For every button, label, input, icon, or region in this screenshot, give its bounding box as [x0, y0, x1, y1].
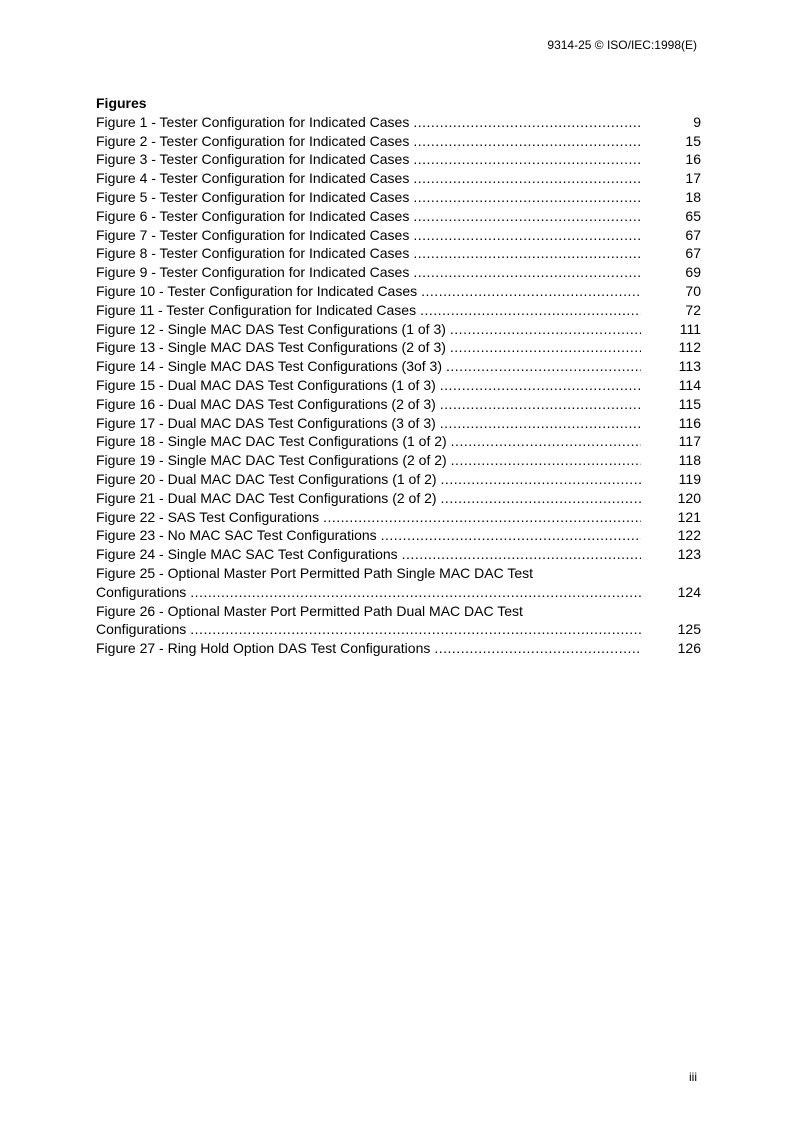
dot-leader: [413, 132, 641, 151]
toc-entry[interactable]: [96, 395, 701, 414]
toc-entry[interactable]: [96, 338, 701, 357]
toc-entry-title: Figure 24 - Single MAC SAC Test Configurations: [96, 546, 398, 563]
toc-entry-page: 123: [677, 546, 701, 563]
toc-entry[interactable]: [96, 132, 701, 151]
toc-entry[interactable]: [96, 639, 701, 658]
toc-entry-page: 72: [685, 301, 701, 318]
dot-leader: [441, 470, 641, 489]
toc-entry[interactable]: [96, 451, 701, 470]
toc-entry-page: 111: [679, 320, 701, 337]
toc-entry-page: 118: [678, 452, 701, 469]
dot-leader: [440, 414, 641, 433]
toc-entry-page: 15: [685, 132, 701, 149]
toc-entry-page: 114: [678, 376, 701, 393]
toc-entry-title: Figure 1 - Tester Configuration for Indicated Cases: [96, 113, 410, 130]
toc-entry[interactable]: [96, 150, 701, 169]
toc-entry-page: 120: [677, 489, 701, 506]
toc-entry-page: 122: [677, 527, 701, 544]
figures-heading: Figures: [96, 95, 147, 111]
toc-entry[interactable]: [96, 113, 701, 132]
dot-leader: [451, 451, 641, 470]
toc-entry-page: 70: [685, 282, 701, 299]
toc-entry-page: 113: [678, 358, 701, 375]
toc-entry-title: Figure 27 - Ring Hold Option DAS Test Configurations: [96, 640, 431, 657]
dot-leader: [451, 432, 641, 451]
toc-entry[interactable]: [96, 432, 701, 451]
toc-entry-title: Figure 10 - Tester Configuration for Indicated Cases: [96, 282, 418, 299]
toc-entry-page: 125: [677, 621, 701, 638]
dot-leader: [440, 376, 641, 395]
toc-entry-page: 69: [685, 264, 701, 281]
toc-entry-title: Figure 14 - Single MAC DAS Test Configurations (3of 3): [96, 358, 443, 375]
toc-entry-page: 121: [677, 508, 701, 525]
toc-entry[interactable]: [96, 564, 701, 602]
toc-entry-page: 65: [685, 207, 701, 224]
dot-leader: [450, 320, 641, 339]
toc-entry[interactable]: [96, 508, 701, 527]
toc-entry-page: 16: [685, 151, 701, 168]
toc-entry-page: 119: [678, 470, 701, 487]
toc-entry[interactable]: [96, 470, 701, 489]
toc-entry-title: Figure 6 - Tester Configuration for Indicated Cases: [96, 207, 410, 224]
toc-entry-title: Figure 26 - Optional Master Port Permitted Path Dual MAC DAC Test: [96, 602, 523, 619]
toc-entry-page: 18: [685, 188, 701, 205]
dot-leader: [190, 583, 641, 602]
dot-leader: [413, 263, 641, 282]
toc-entry-page: 115: [678, 395, 701, 412]
toc-entry[interactable]: [96, 376, 701, 395]
toc-entry[interactable]: [96, 263, 701, 282]
toc-entry[interactable]: [96, 207, 701, 226]
toc-entry-title: Figure 8 - Tester Configuration for Indicated Cases: [96, 245, 410, 262]
dot-leader: [441, 489, 641, 508]
dot-leader: [421, 282, 641, 301]
dot-leader: [413, 150, 641, 169]
dot-leader: [420, 301, 641, 320]
page-number: iii: [689, 1070, 697, 1084]
toc-entry-title: Figure 18 - Single MAC DAC Test Configurations (1 of 2): [96, 433, 447, 450]
toc-entry[interactable]: [96, 602, 701, 640]
document-reference: 9314-25 © ISO/IEC:1998(E): [547, 38, 697, 52]
toc-entry[interactable]: [96, 320, 701, 339]
toc-entry-page: 124: [677, 583, 701, 600]
toc-entry-page: 17: [685, 170, 701, 187]
toc-entry-title: Figure 3 - Tester Configuration for Indicated Cases: [96, 151, 410, 168]
toc-entry-page: 116: [678, 414, 701, 431]
toc-entry-title: Figure 21 - Dual MAC DAC Test Configurations (2 of 2): [96, 489, 437, 506]
toc-entry[interactable]: [96, 414, 701, 433]
dot-leader: [413, 113, 641, 132]
toc-entry[interactable]: [96, 489, 701, 508]
toc-entry[interactable]: [96, 526, 701, 545]
toc-entry-title: Figure 4 - Tester Configuration for Indicated Cases: [96, 170, 410, 187]
toc-entry-page: 126: [677, 640, 701, 657]
toc-entry-title: Figure 17 - Dual MAC DAS Test Configurations (3 of 3): [96, 414, 436, 431]
toc-entry-page: 9: [693, 113, 701, 130]
dot-leader: [381, 526, 641, 545]
toc-entry-title: Figure 16 - Dual MAC DAS Test Configurations (2 of 3): [96, 395, 436, 412]
toc-entry-title: Figure 25 - Optional Master Port Permitted Path Single MAC DAC Test: [96, 564, 534, 581]
toc-entry[interactable]: [96, 244, 701, 263]
dot-leader: [446, 357, 641, 376]
toc-entry[interactable]: [96, 301, 701, 320]
toc-entry-title-continued: Configurations: [96, 621, 187, 638]
dot-leader: [434, 639, 641, 658]
toc-entry-title: Figure 11 - Tester Configuration for Indicated Cases: [96, 301, 417, 318]
toc-entry-title: Figure 12 - Single MAC DAS Test Configurations (1 of 3): [96, 320, 446, 337]
toc-entry-title: Figure 13 - Single MAC DAS Test Configurations (2 of 3): [96, 339, 446, 356]
toc-entry-title: Figure 7 - Tester Configuration for Indicated Cases: [96, 226, 410, 243]
toc-entry-title: Figure 5 - Tester Configuration for Indicated Cases: [96, 188, 410, 205]
toc-entry-page: 67: [685, 226, 701, 243]
toc-entry-page: 112: [678, 339, 701, 356]
toc-entry[interactable]: [96, 357, 701, 376]
figures-list: [96, 94, 701, 658]
toc-entry-title: Figure 2 - Tester Configuration for Indicated Cases: [96, 132, 410, 149]
toc-entry-page: 67: [685, 245, 701, 262]
toc-entry-title: Figure 15 - Dual MAC DAS Test Configurations (1 of 3): [96, 376, 436, 393]
toc-entry-title: Figure 9 - Tester Configuration for Indicated Cases: [96, 264, 410, 281]
dot-leader: [413, 169, 641, 188]
toc-entry-page: 117: [678, 433, 701, 450]
toc-entry-title: Figure 22 - SAS Test Configurations: [96, 508, 320, 525]
toc-entry[interactable]: [96, 188, 701, 207]
toc-entry[interactable]: [96, 169, 701, 188]
toc-entry-title: Figure 20 - Dual MAC DAC Test Configurations (1 of 2): [96, 470, 437, 487]
toc-entry-title: Figure 23 - No MAC SAC Test Configurations: [96, 527, 377, 544]
toc-entries: [96, 113, 701, 658]
toc-entry-title: Figure 19 - Single MAC DAC Test Configurations (2 of 2): [96, 452, 447, 469]
toc-entry[interactable]: [96, 226, 701, 245]
dot-leader: [413, 207, 641, 226]
dot-leader: [440, 395, 641, 414]
dot-leader: [450, 338, 641, 357]
dot-leader: [402, 545, 641, 564]
toc-entry[interactable]: [96, 282, 701, 301]
dot-leader: [190, 620, 641, 639]
dot-leader: [413, 188, 641, 207]
dot-leader: [413, 226, 641, 245]
dot-leader: [413, 244, 641, 263]
toc-entry[interactable]: [96, 545, 701, 564]
toc-entry-title-continued: Configurations: [96, 583, 187, 600]
dot-leader: [323, 508, 641, 527]
